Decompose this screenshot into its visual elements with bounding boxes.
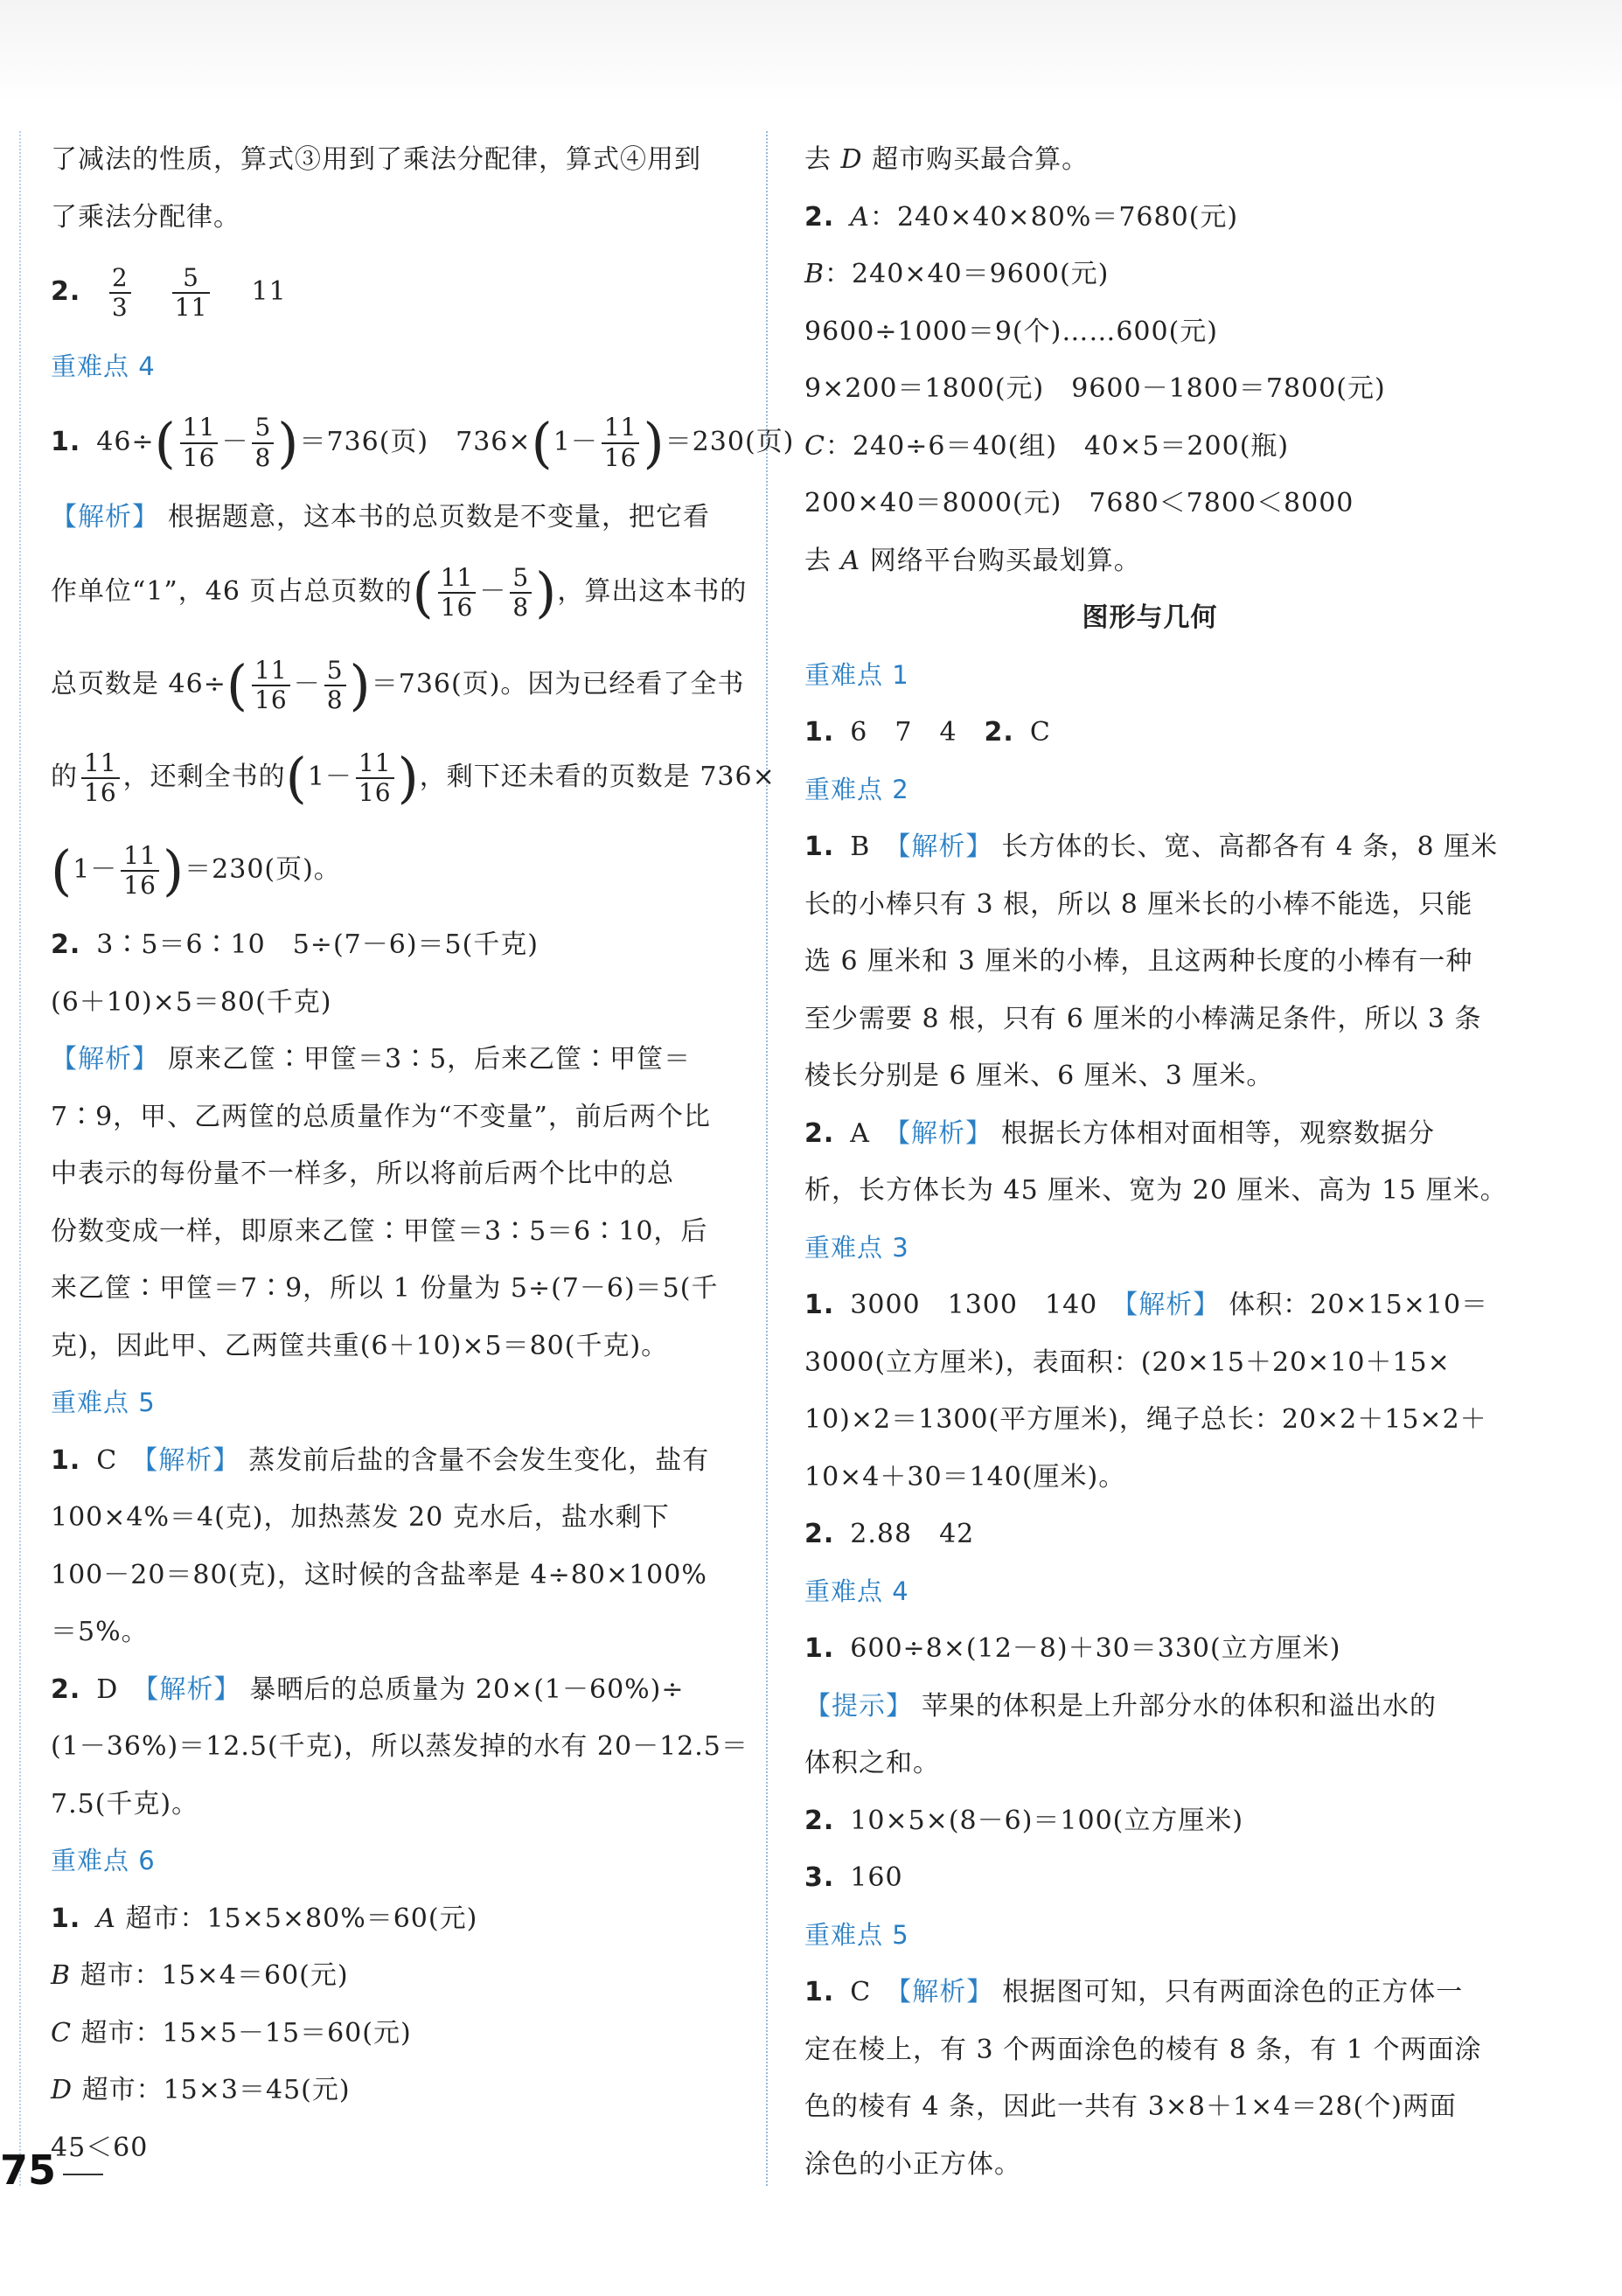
page-number: 75 bbox=[0, 2146, 57, 2194]
text-line: 长的小棒只有 3 根，所以 8 厘米长的小棒不能选，只能 bbox=[804, 888, 1473, 920]
section-heading: 重难点 5 bbox=[804, 1919, 909, 1950]
text-line: 7∶9，甲、乙两筐的总质量作为“不变量”，前后两个比 bbox=[51, 1101, 711, 1132]
text-line: 定在棱上，有 3 个两面涂色的棱有 8 条，有 1 个两面涂 bbox=[804, 2034, 1482, 2065]
text-line: 10×4＋30＝140(厘米)。 bbox=[804, 1461, 1126, 1492]
text-line: 9×200＝1800(元) 9600－1800＝7800(元) bbox=[804, 373, 1386, 404]
text-line: 色的棱有 4 条，因此一共有 3×8＋1×4＝28(个)两面 bbox=[804, 2091, 1457, 2122]
answer-line: 1. C 【解析】 根据图可知，只有两面涂色的正方体一 bbox=[804, 1977, 1464, 2007]
text-line: B 超市：15×4＝60(元) bbox=[51, 1960, 349, 1991]
text-line: 100－20＝80(克)，这时候的含盐率是 4÷80×100% bbox=[51, 1559, 707, 1590]
text-line: 析，长方体长为 45 厘米、宽为 20 厘米、高为 15 厘米。 bbox=[804, 1175, 1507, 1206]
answer-line: 2. A：240×40×80%＝7680(元) bbox=[804, 201, 1239, 233]
text-line: 45＜60 bbox=[51, 2132, 149, 2163]
text-line: C：240÷6＝40(组) 40×5＝200(瓶) bbox=[804, 430, 1290, 462]
left-margin-divider bbox=[19, 131, 21, 2186]
section-heading: 重难点 6 bbox=[51, 1846, 156, 1875]
section-heading: 重难点 4 bbox=[51, 351, 156, 381]
answer-line: 1. 6 7 4 2. C bbox=[804, 717, 1051, 748]
hint-line: 【提示】 苹果的体积是上升部分水的体积和溢出水的 bbox=[804, 1690, 1437, 1722]
question-number: 2. bbox=[51, 276, 81, 307]
fraction: $\frac{5}{11}$ bbox=[172, 264, 211, 322]
answer-line: 2. D 【解析】 暴晒后的总质量为 20×(1－60%)÷ bbox=[51, 1673, 685, 1705]
text-line: 200×40＝8000(元) 7680＜7800＜8000 bbox=[804, 488, 1354, 518]
answer-line: 1. 600÷8×(12－8)＋30＝330(立方厘米) bbox=[804, 1633, 1341, 1664]
text-line: 7.5(千克)。 bbox=[51, 1788, 199, 1819]
answer-line: 1. B 【解析】 长方体的长、宽、高都各有 4 条，8 厘米 bbox=[804, 831, 1499, 862]
fraction: $\frac{2}{3}$ bbox=[109, 264, 131, 322]
chapter-heading: 图形与几何 bbox=[1082, 602, 1218, 633]
text-line: 9600÷1000＝9(个)……600(元) bbox=[804, 316, 1218, 347]
analysis-line: 【解析】 根据题意，这本书的总页数是不变量，把它看 bbox=[51, 501, 710, 532]
section-heading: 重难点 1 bbox=[804, 659, 909, 690]
text-line: 克)，因此甲、乙两筐共重(6＋10)×5＝80(千克)。 bbox=[51, 1330, 669, 1361]
answer-line bbox=[51, 246, 741, 338]
text-line: 涂色的小正方体。 bbox=[804, 2148, 1021, 2180]
page-number-rule bbox=[63, 2174, 103, 2175]
section-heading: 重难点 3 bbox=[804, 1232, 909, 1263]
answer-line: 1. C 【解析】 蒸发前后盐的含量不会发生变化，盐有 bbox=[51, 1444, 710, 1476]
answer-line: 2. A 【解析】 根据长方体相对面相等，观察数据分 bbox=[804, 1117, 1435, 1149]
text-line: C 超市：15×5－15＝60(元) bbox=[51, 2017, 412, 2049]
text-line: 10)×2＝1300(平方厘米)，绳子总长：20×2＋15×2＋ bbox=[804, 1404, 1487, 1435]
analysis-line: 【解析】 原来乙筐∶甲筐＝3∶5，后来乙筐∶甲筐＝ bbox=[51, 1044, 692, 1075]
answer-value: 11 bbox=[251, 276, 287, 307]
text-line: 了乘法分配律。 bbox=[51, 201, 240, 233]
text-line: 来乙筐∶甲筐＝7∶9，所以 1 份量为 5÷(7－6)＝5(千 bbox=[51, 1273, 719, 1304]
answer-line: 2. 3∶5＝6∶10 5÷(7－6)＝5(千克) bbox=[51, 929, 540, 960]
answer-line: 1. A 超市：15×5×80%＝60(元) bbox=[51, 1903, 478, 1934]
text-line: (1－ $\frac{11}{16}$ )＝230(页)。 bbox=[51, 838, 341, 902]
section-heading: 重难点 2 bbox=[804, 774, 909, 804]
text-line: (1－36%)＝12.5(千克)，所以蒸发掉的水有 20－12.5＝ bbox=[51, 1731, 748, 1762]
section-heading: 重难点 4 bbox=[804, 1576, 909, 1606]
text-line: 100×4%＝4(克)，加热蒸发 20 克水后，盐水剩下 bbox=[51, 1502, 670, 1533]
top-shade bbox=[0, 0, 1622, 105]
text-line: 的 $\frac{11}{16}$ ，还剩全书的(1－ $\frac{11}{16}$ )，剩下还未看的页数是 736× bbox=[51, 746, 776, 810]
text-line: 棱长分别是 6 厘米、6 厘米、3 厘米。 bbox=[804, 1061, 1274, 1091]
answer-line: 1. 46÷( $\frac{11}{16}$ － $\frac{5}{8}$ )＝736(页) 736×(1－ $\frac{11}{16}$ )＝230(页) bbox=[51, 410, 795, 475]
answer-line: 2. 2.88 42 bbox=[804, 1519, 975, 1549]
right-column bbox=[804, 131, 1507, 2193]
text-line: 作单位“1”，46 页占总页数的( $\frac{11}{16}$ － $\frac{5}{8}$ )，算出这本书的 bbox=[51, 560, 748, 624]
text-line: 去 D 超市购买最合算。 bbox=[804, 144, 1089, 175]
text-line: 总页数是 46÷( $\frac{11}{16}$ － $\frac{5}{8}$ )＝736(页)。因为已经看了全书 bbox=[51, 653, 745, 717]
text-line: 3000(立方厘米)，表面积：(20×15＋20×10＋15× bbox=[804, 1346, 1451, 1378]
answer-line: 1. 3000 1300 140 【解析】 体积：20×15×10＝ bbox=[804, 1290, 1489, 1320]
text-line: (6＋10)×5＝80(千克) bbox=[51, 986, 332, 1018]
text-line: 选 6 厘米和 3 厘米的小棒，且这两种长度的小棒有一种 bbox=[804, 946, 1473, 977]
left-column bbox=[51, 131, 795, 2176]
text-line: B：240×40＝9600(元) bbox=[804, 259, 1110, 289]
text-line: 至少需要 8 根，只有 6 厘米的小棒满足条件，所以 3 条 bbox=[804, 1003, 1482, 1034]
text-line: ＝5%。 bbox=[51, 1617, 149, 1647]
text-line: 中表示的每份量不一样多，所以将前后两个比中的总 bbox=[51, 1158, 674, 1189]
text-line: D 超市：15×3＝45(元) bbox=[51, 2075, 351, 2105]
text-line: 份数变成一样，即原来乙筐∶甲筐＝3∶5＝6∶10，后 bbox=[51, 1215, 708, 1247]
text-line: 去 A 网络平台购买最划算。 bbox=[804, 545, 1141, 576]
section-heading: 重难点 5 bbox=[51, 1388, 156, 1417]
text-line: 了减法的性质，算式③用到了乘法分配律，算式④用到 bbox=[51, 144, 701, 175]
text-line: 体积之和。 bbox=[804, 1748, 940, 1778]
answer-line: 2. 10×5×(8－6)＝100(立方厘米) bbox=[804, 1805, 1244, 1836]
answer-line: 3. 160 bbox=[804, 1862, 903, 1893]
